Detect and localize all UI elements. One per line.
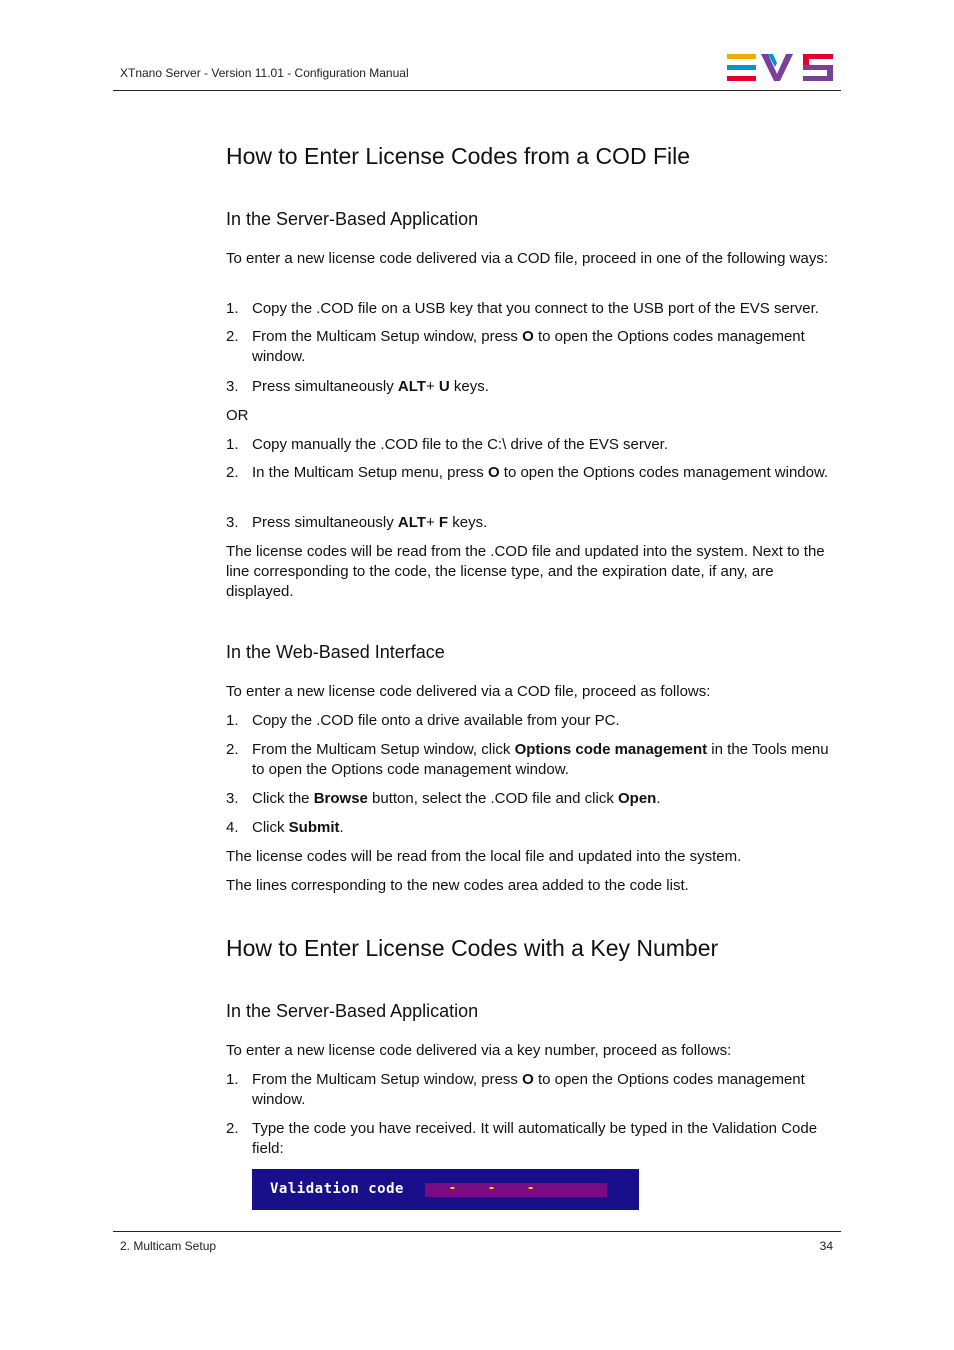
list-number: 2. bbox=[226, 464, 239, 481]
list-number: 1. bbox=[226, 300, 239, 317]
validation-code-screenshot bbox=[252, 1169, 639, 1210]
validation-code-field: - - - bbox=[425, 1183, 607, 1197]
list-number: 3. bbox=[226, 790, 239, 807]
list-item: In the Multicam Setup menu, press O to open the Options codes management window. bbox=[252, 464, 829, 481]
list-item: Press simultaneously ALT+ U keys. bbox=[252, 378, 489, 395]
document-header-title: XTnano Server - Version 11.01 - Configuration Manual bbox=[120, 66, 409, 80]
list-item: From the Multicam Setup window, press O to open the Options codes management window. bbox=[252, 328, 805, 365]
list-number: 2. bbox=[226, 1120, 239, 1137]
list-number: 4. bbox=[226, 819, 239, 836]
subsection-title: In the Server-Based Application bbox=[226, 209, 479, 229]
footer-divider bbox=[113, 1231, 841, 1232]
paragraph: To enter a new license code delivered via a COD file, proceed in one of the following ways: bbox=[226, 250, 828, 267]
subsection-title: In the Web-Based Interface bbox=[226, 642, 445, 662]
list-item: Click Submit. bbox=[252, 819, 344, 836]
paragraph: The lines corresponding to the new codes area added to the code list. bbox=[226, 877, 689, 894]
list-number: 2. bbox=[226, 741, 239, 758]
list-item: Copy manually the .COD file to the C:\ drive of the EVS server. bbox=[252, 436, 669, 453]
list-item: Copy the .COD file on a USB key that you connect to the USB port of the EVS server. bbox=[252, 300, 819, 317]
list-number: 3. bbox=[226, 514, 239, 531]
page-number: 34 bbox=[819, 1239, 833, 1253]
list-item: From the Multicam Setup window, press O to open the Options codes management window. bbox=[252, 1071, 805, 1108]
section-title: How to Enter License Codes with a Key Number bbox=[226, 935, 719, 961]
list-item: Copy the .COD file onto a drive available from your PC. bbox=[252, 712, 620, 729]
list-item: Type the code you have received. It will automatically be typed in the Validation Code field: bbox=[252, 1120, 818, 1157]
list-number: 1. bbox=[226, 1071, 239, 1088]
footer-section: 2. Multicam Setup bbox=[120, 1239, 217, 1253]
list-number: 3. bbox=[226, 378, 239, 395]
paragraph: To enter a new license code delivered via a key number, proceed as follows: bbox=[226, 1042, 732, 1059]
list-item: From the Multicam Setup window, click Options code management in the Tools menu to open the Options code management window. bbox=[252, 741, 829, 778]
list-number: 1. bbox=[226, 712, 239, 729]
list-number: 1. bbox=[226, 436, 239, 453]
evs-logo bbox=[727, 54, 835, 82]
paragraph: To enter a new license code delivered via a COD file, proceed as follows: bbox=[226, 683, 711, 700]
list-number: 2. bbox=[226, 328, 239, 345]
paragraph: The license codes will be read from the .COD file and updated into the system. Next to the line corresponding to the code, the license type, and the expiration date, if any, are displayed. bbox=[226, 543, 825, 600]
paragraph: The license codes will be read from the local file and updated into the system. bbox=[226, 848, 742, 865]
subsection-title: In the Server-Based Application bbox=[226, 1001, 479, 1021]
validation-code-label: Validation code bbox=[270, 1181, 404, 1197]
or-separator: OR bbox=[226, 407, 249, 424]
header-divider bbox=[113, 90, 841, 91]
list-item: Press simultaneously ALT+ F keys. bbox=[252, 514, 488, 531]
list-item: Click the Browse button, select the .COD file and click Open. bbox=[252, 790, 661, 807]
section-title: How to Enter License Codes from a COD File bbox=[226, 143, 691, 169]
